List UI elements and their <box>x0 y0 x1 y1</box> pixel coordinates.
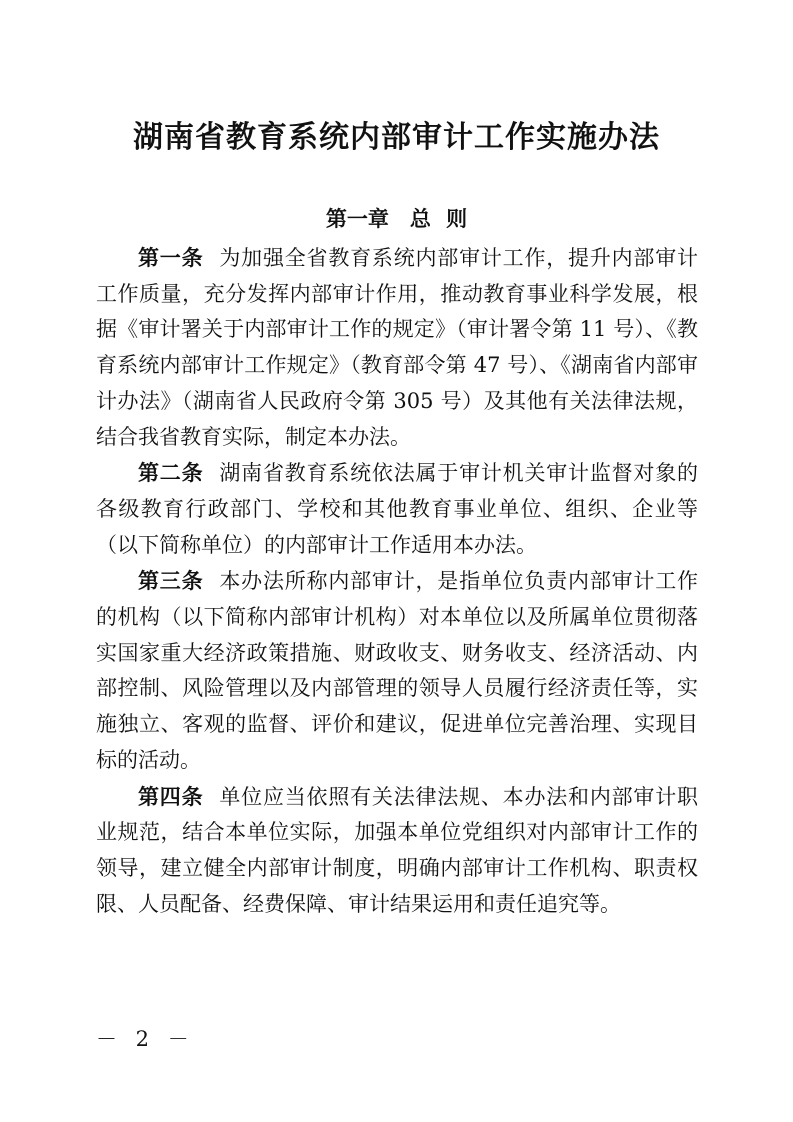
article-1-label: 第一条 <box>138 245 204 270</box>
article-1-text: 为加强全省教育系统内部审计工作，提升内部审计工作质量，充分发挥内部审计作用，推动教育事业科学发展，根据《审计署关于内部审计工作的规定》（审计署令第 11 号）、《教育系统内部审计工作规定》（教育部令第 47 号）、《湖南省内部审计办法》（湖南省人民政府令第 305 号）及其他有关法律法规，结合我省教育实际，制定本办法。 <box>96 246 698 449</box>
document-body <box>96 240 698 922</box>
document-title: 湖南省教育系统内部审计工作实施办法 <box>133 120 660 155</box>
article-3-label: 第三条 <box>138 568 204 594</box>
article-2-text: 湖南省教育系统依法属于审计机关审计监督对象的各级教育行政部门、学校和其他教育事业单位、组织、企业等（以下简称单位）的内部审计工作适用本办法。 <box>96 461 698 557</box>
article-4 <box>96 779 698 923</box>
article-2-label: 第二条 <box>138 460 204 486</box>
article-4-text: 单位应当依照有关法律法规、本办法和内部审计职业规范，结合本单位实际，加强本单位党组织对内部审计工作的领导，建立健全内部审计制度，明确内部审计工作机构、职责权限、人员配备、经费保障、审计结果运用和责任追究等。 <box>96 784 698 916</box>
chapter-heading: 第一章 总 则 <box>325 206 468 231</box>
article-1 <box>96 240 698 455</box>
article-3-text: 本办法所称内部审计，是指单位负责内部审计工作的机构（以下简称内部审计机构）对本单位以及所属单位贯彻落实国家重大经济政策措施、财政收支、财务收支、经济活动、内部控制、风险管理以及内部管理的领导人员履行经济责任等，实施独立、客观的监督、评价和建议，促进单位完善治理、实现目标的活动。 <box>96 569 698 772</box>
article-2 <box>96 455 698 563</box>
article-4-label: 第四条 <box>138 783 204 809</box>
article-3 <box>96 563 698 778</box>
page-number: － 2 － <box>96 1027 195 1051</box>
